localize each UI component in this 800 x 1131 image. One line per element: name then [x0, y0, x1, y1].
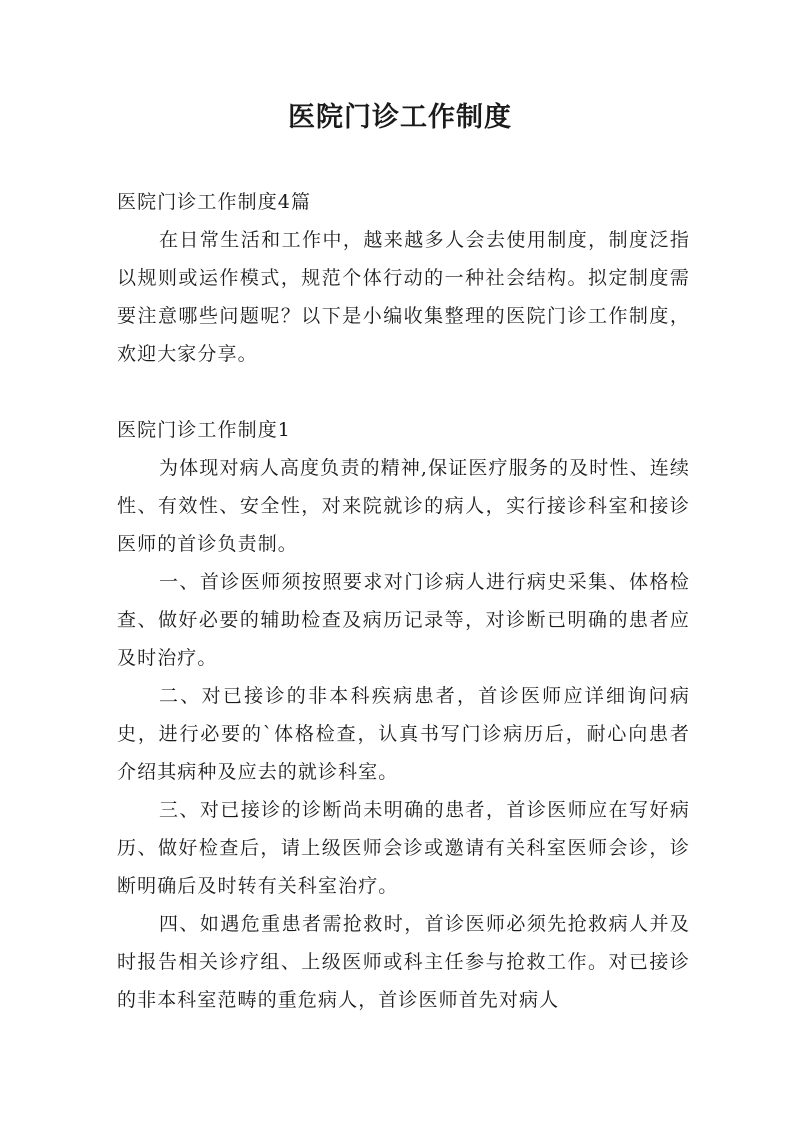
section-paragraph-1: 为体现对病人高度负责的精神,保证医疗服务的及时性、连续性、有效性、安全性，对来院就诊的病人，实行接诊科室和接诊医师的首诊负责制。	[117, 457, 690, 555]
document-body	[117, 183, 690, 1019]
document-title: 医院门诊工作制度	[288, 102, 512, 133]
section-heading: 医院门诊工作制度1	[117, 419, 291, 441]
document-subtitle: 医院门诊工作制度4篇	[117, 191, 312, 213]
section-paragraph-2: 一、首诊医师须按照要求对门诊病人进行病史采集、体格检查、做好必要的辅助检查及病历记录等，对诊断已明确的患者应及时治疗。	[117, 571, 690, 669]
section-paragraph-5: 四、如遇危重患者需抢救时，首诊医师必须先抢救病人并及时报告相关诊疗组、上级医师或科主任参与抢救工作。对已接诊的非本科室范畴的重危病人，首诊医师首先对病人	[117, 913, 690, 1011]
intro-paragraph: 在日常生活和工作中，越来越多人会去使用制度，制度泛指以规则或运作模式，规范个体行动的一种社会结构。拟定制度需要注意哪些问题呢？以下是小编收集整理的医院门诊工作制度，欢迎大家分享。	[117, 229, 690, 365]
blank-line	[117, 373, 690, 411]
section-paragraph-3: 二、对已接诊的非本科疾病患者，首诊医师应详细询问病史，进行必要的`体格检查，认真书写门诊病历后，耐心向患者介绍其病种及应去的就诊科室。	[117, 685, 690, 783]
section-paragraph-4: 三、对已接诊的诊断尚未明确的患者，首诊医师应在写好病历、做好检查后，请上级医师会诊或邀请有关科室医师会诊，诊断明确后及时转有关科室治疗。	[117, 799, 690, 897]
